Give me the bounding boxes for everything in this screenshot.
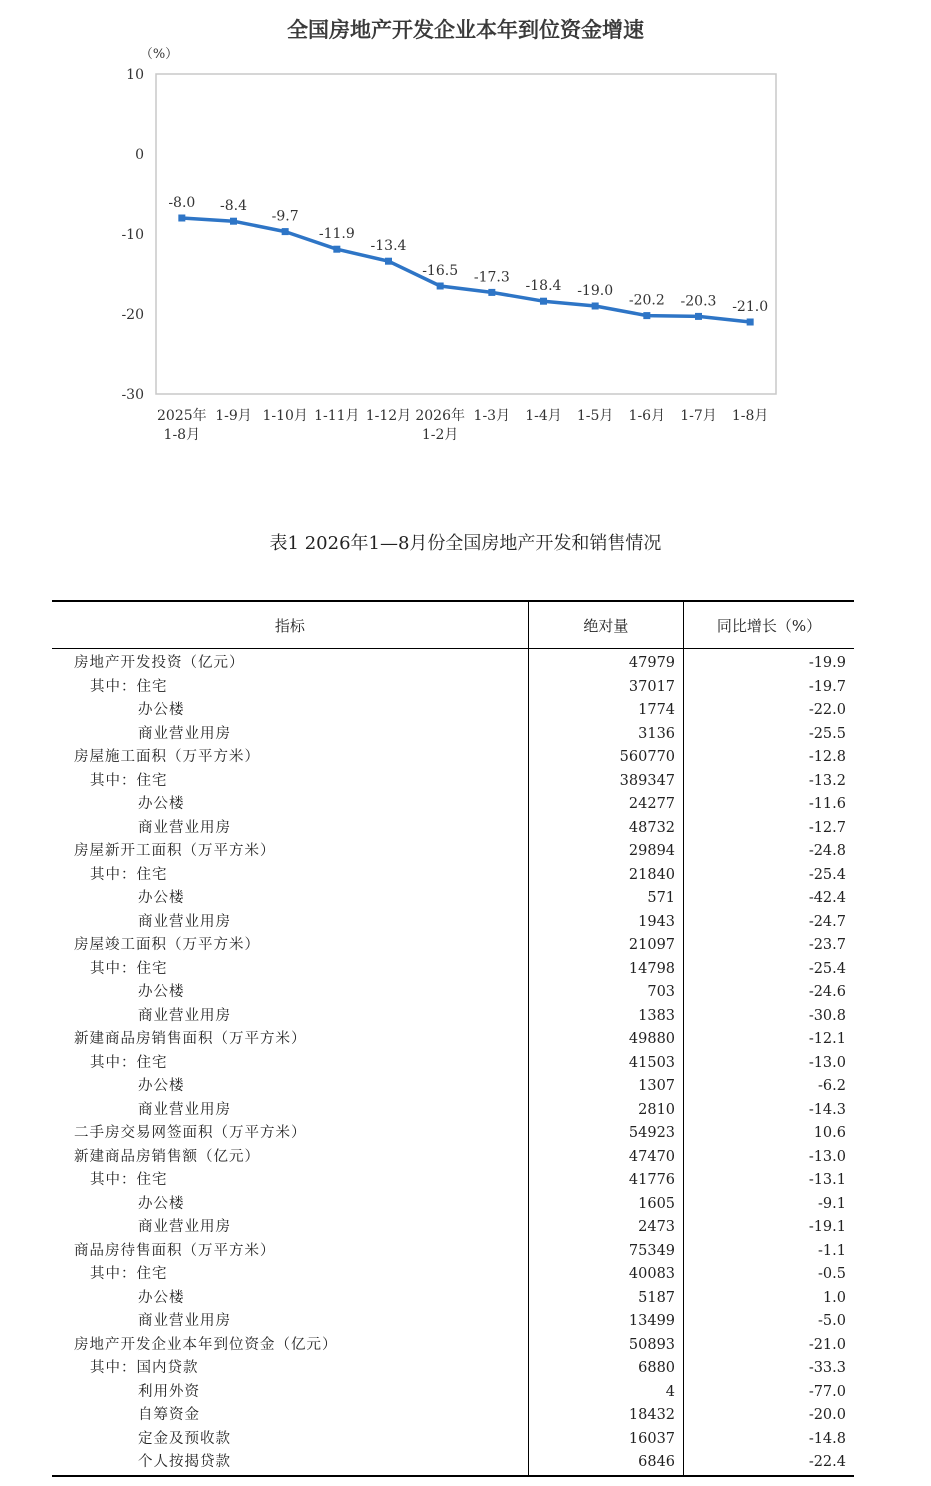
row-growth: -42.4	[808, 890, 846, 906]
row-label: 定金及预收款	[52, 1428, 528, 1452]
data-point	[282, 228, 289, 235]
x-tick-label: 2025年	[157, 408, 207, 424]
row-label: 利用外资	[52, 1381, 528, 1405]
data-label: -11.9	[318, 226, 355, 243]
row-value: 1605	[528, 1193, 683, 1217]
data-point	[333, 246, 340, 253]
table-row	[52, 1216, 854, 1240]
row-growth: -20.0	[808, 1407, 846, 1423]
row-growth: -13.1	[808, 1172, 846, 1188]
row-label: 其中：住宅	[52, 1052, 528, 1076]
row-value: 14798	[528, 958, 683, 982]
data-table	[52, 600, 854, 1477]
row-value: 50893	[528, 1334, 683, 1358]
table-row	[52, 934, 854, 958]
row-growth: -13.0	[808, 1148, 846, 1165]
row-growth: -25.4	[808, 960, 846, 977]
row-value: 560770	[528, 746, 683, 770]
row-label: 商品房待售面积（万平方米）	[52, 1240, 528, 1264]
table-row	[52, 911, 854, 935]
data-point	[592, 303, 599, 310]
row-label: 办公楼	[52, 1287, 528, 1311]
table-row	[52, 958, 854, 982]
row-value: 5187	[528, 1287, 683, 1311]
data-label: -16.5	[422, 263, 459, 279]
row-value: 703	[528, 981, 683, 1005]
row-value: 2810	[528, 1099, 683, 1123]
row-value: 41503	[528, 1052, 683, 1076]
row-value: 16037	[528, 1428, 683, 1452]
y-tick-label: 0	[135, 147, 144, 163]
row-value: 1774	[528, 699, 683, 723]
row-label: 新建商品房销售额（亿元）	[52, 1146, 528, 1170]
row-label: 商业营业用房	[52, 1216, 528, 1240]
row-value: 29894	[528, 840, 683, 864]
row-growth: -0.5	[818, 1266, 846, 1282]
row-growth: -1.1	[818, 1242, 846, 1259]
row-label: 商业营业用房	[52, 1005, 528, 1029]
row-value: 6846	[528, 1451, 683, 1476]
x-tick-label: 1-9月	[215, 408, 252, 424]
data-point	[747, 319, 754, 326]
row-value: 2473	[528, 1216, 683, 1240]
row-value: 4	[528, 1381, 683, 1405]
table-row	[52, 1146, 854, 1170]
header-absolute: 绝对量	[528, 601, 683, 649]
data-label: -20.2	[628, 292, 665, 309]
row-growth: -9.1	[818, 1195, 846, 1212]
table-row	[52, 770, 854, 794]
row-value: 47979	[528, 649, 683, 676]
row-value: 1943	[528, 911, 683, 935]
x-tick-label: 1-7月	[680, 408, 717, 424]
x-tick-label: 1-3月	[473, 408, 511, 424]
table-row	[52, 676, 854, 700]
row-label: 房屋施工面积（万平方米）	[52, 746, 528, 770]
row-value: 21840	[528, 864, 683, 888]
x-tick-label: 1-8月	[163, 427, 201, 443]
row-growth: -24.6	[808, 984, 846, 1000]
table-row	[52, 723, 854, 747]
row-growth: 10.6	[813, 1125, 846, 1141]
row-label: 新建商品房销售面积（万平方米）	[52, 1028, 528, 1052]
y-tick-label: 10	[126, 67, 144, 83]
table-row	[52, 1404, 854, 1428]
line-chart	[0, 0, 931, 460]
row-label: 个人按揭贷款	[52, 1451, 528, 1476]
chart-title: 全国房地产开发企业本年到位资金增速	[287, 18, 644, 42]
row-growth: -25.5	[808, 725, 846, 742]
row-label: 自筹资金	[52, 1404, 528, 1428]
row-growth: -19.1	[808, 1219, 846, 1235]
row-growth: -5.0	[818, 1313, 846, 1329]
table-row	[52, 1193, 854, 1217]
table-row	[52, 981, 854, 1005]
row-growth: -24.8	[808, 843, 846, 859]
row-label: 商业营业用房	[52, 817, 528, 841]
row-growth: -22.0	[808, 702, 846, 718]
row-value: 54923	[528, 1122, 683, 1146]
table-row	[52, 1334, 854, 1358]
table-row	[52, 1451, 854, 1476]
row-growth: -12.1	[808, 1031, 846, 1047]
table-row	[52, 793, 854, 817]
table-row	[52, 1381, 854, 1405]
table-row	[52, 1099, 854, 1123]
table-row	[52, 1263, 854, 1287]
x-tick-label: 1-11月	[314, 408, 360, 424]
data-label: -8.4	[220, 198, 247, 215]
y-tick-label: -10	[121, 227, 144, 243]
row-growth: -30.8	[808, 1007, 846, 1024]
table-row	[52, 887, 854, 911]
table-row	[52, 1240, 854, 1264]
row-label: 商业营业用房	[52, 723, 528, 747]
table-row	[52, 1028, 854, 1052]
row-value: 47470	[528, 1146, 683, 1170]
table-row	[52, 1005, 854, 1029]
data-label: -21.0	[732, 299, 769, 315]
row-growth: -77.0	[808, 1383, 846, 1400]
x-tick-label: 2026年	[415, 408, 465, 424]
row-label: 商业营业用房	[52, 1310, 528, 1334]
row-growth: 1.0	[822, 1289, 846, 1306]
row-label: 办公楼	[52, 793, 528, 817]
row-growth: -25.4	[808, 866, 846, 883]
data-label: -9.7	[271, 208, 299, 225]
table-row	[52, 840, 854, 864]
data-point	[695, 313, 702, 320]
row-growth: -12.8	[808, 749, 846, 765]
row-growth: -13.0	[808, 1054, 846, 1071]
row-label: 商业营业用房	[52, 1099, 528, 1123]
row-growth: -13.2	[808, 772, 846, 789]
data-label: -20.3	[680, 293, 717, 310]
table-row	[52, 864, 854, 888]
table-title: 表1 2026年1—8月份全国房地产开发和销售情况	[269, 533, 662, 554]
row-value: 571	[528, 887, 683, 911]
row-label: 二手房交易网签面积（万平方米）	[52, 1122, 528, 1146]
row-label: 房屋新开工面积（万平方米）	[52, 840, 528, 864]
row-value: 389347	[528, 770, 683, 794]
row-label: 其中：国内贷款	[52, 1357, 528, 1381]
data-point	[230, 218, 237, 225]
row-growth: -14.3	[808, 1101, 846, 1118]
data-label: -8.0	[168, 195, 196, 211]
row-value: 37017	[528, 676, 683, 700]
y-axis-unit: （%）	[139, 47, 179, 62]
row-growth: -12.7	[808, 819, 846, 836]
header-growth: 同比增长（%）	[684, 601, 854, 649]
row-label: 其中：住宅	[52, 676, 528, 700]
row-label: 办公楼	[52, 981, 528, 1005]
table-row	[52, 746, 854, 770]
row-growth: -22.4	[684, 1451, 854, 1476]
table-row	[52, 1428, 854, 1452]
row-value: 21097	[528, 934, 683, 958]
table-row	[52, 1357, 854, 1381]
data-label: -17.3	[473, 269, 510, 286]
table-row	[52, 699, 854, 723]
header-indicator: 指标	[52, 601, 528, 649]
table-row	[52, 649, 854, 676]
row-value: 24277	[528, 793, 683, 817]
y-tick-label: -20	[121, 307, 144, 323]
table-header-row	[52, 601, 854, 649]
table-row	[52, 1052, 854, 1076]
table-row	[52, 1310, 854, 1334]
series-line	[182, 218, 750, 322]
row-value: 13499	[528, 1310, 683, 1334]
x-tick-label: 1-4月	[525, 408, 562, 424]
row-value: 40083	[528, 1263, 683, 1287]
row-growth: -24.7	[808, 913, 846, 930]
row-growth: -6.2	[818, 1078, 846, 1094]
row-label: 其中：住宅	[52, 1263, 528, 1287]
y-tick-label: -30	[121, 387, 144, 403]
data-point	[488, 289, 495, 296]
x-tick-label: 1-6月	[628, 408, 666, 424]
row-value: 41776	[528, 1169, 683, 1193]
row-label: 其中：住宅	[52, 1169, 528, 1193]
data-label: -18.4	[525, 278, 562, 295]
row-label: 其中：住宅	[52, 864, 528, 888]
data-point	[540, 298, 547, 305]
row-growth: -11.6	[808, 796, 846, 812]
row-value: 1383	[528, 1005, 683, 1029]
data-label: -13.4	[370, 238, 407, 255]
row-value: 48732	[528, 817, 683, 841]
row-label: 房屋竣工面积（万平方米）	[52, 934, 528, 958]
row-growth: -23.7	[808, 937, 846, 953]
row-growth: -14.8	[808, 1430, 846, 1447]
row-growth: -21.0	[808, 1336, 846, 1353]
x-tick-label: 1-5月	[576, 408, 614, 424]
data-point	[178, 215, 185, 222]
table-row	[52, 1122, 854, 1146]
x-tick-label: 1-10月	[262, 408, 308, 424]
row-label: 房地产开发企业本年到位资金（亿元）	[52, 1334, 528, 1358]
row-value: 49880	[528, 1028, 683, 1052]
x-tick-label: 1-8月	[731, 408, 769, 424]
table-row	[52, 1075, 854, 1099]
table-row	[52, 817, 854, 841]
plot-frame	[156, 74, 776, 394]
row-value: 75349	[528, 1240, 683, 1264]
x-tick-label: 1-2月	[421, 427, 459, 443]
data-label: -19.0	[577, 283, 614, 299]
row-label: 房地产开发投资（亿元）	[52, 649, 528, 676]
row-label: 其中：住宅	[52, 770, 528, 794]
row-label: 办公楼	[52, 887, 528, 911]
row-value: 3136	[528, 723, 683, 747]
row-value: 1307	[528, 1075, 683, 1099]
x-tick-label: 1-12月	[365, 408, 412, 424]
table-row	[52, 1169, 854, 1193]
row-growth: -19.7	[808, 678, 846, 695]
table-row	[52, 1287, 854, 1311]
row-label: 办公楼	[52, 1075, 528, 1099]
row-label: 办公楼	[52, 1193, 528, 1217]
row-value: 6880	[528, 1357, 683, 1381]
data-point	[437, 283, 444, 290]
data-point	[643, 312, 650, 319]
row-growth: -19.9	[808, 655, 846, 671]
row-growth: -33.3	[808, 1360, 846, 1376]
row-label: 其中：住宅	[52, 958, 528, 982]
data-point	[385, 258, 392, 265]
row-value: 18432	[528, 1404, 683, 1428]
row-label: 商业营业用房	[52, 911, 528, 935]
row-label: 办公楼	[52, 699, 528, 723]
